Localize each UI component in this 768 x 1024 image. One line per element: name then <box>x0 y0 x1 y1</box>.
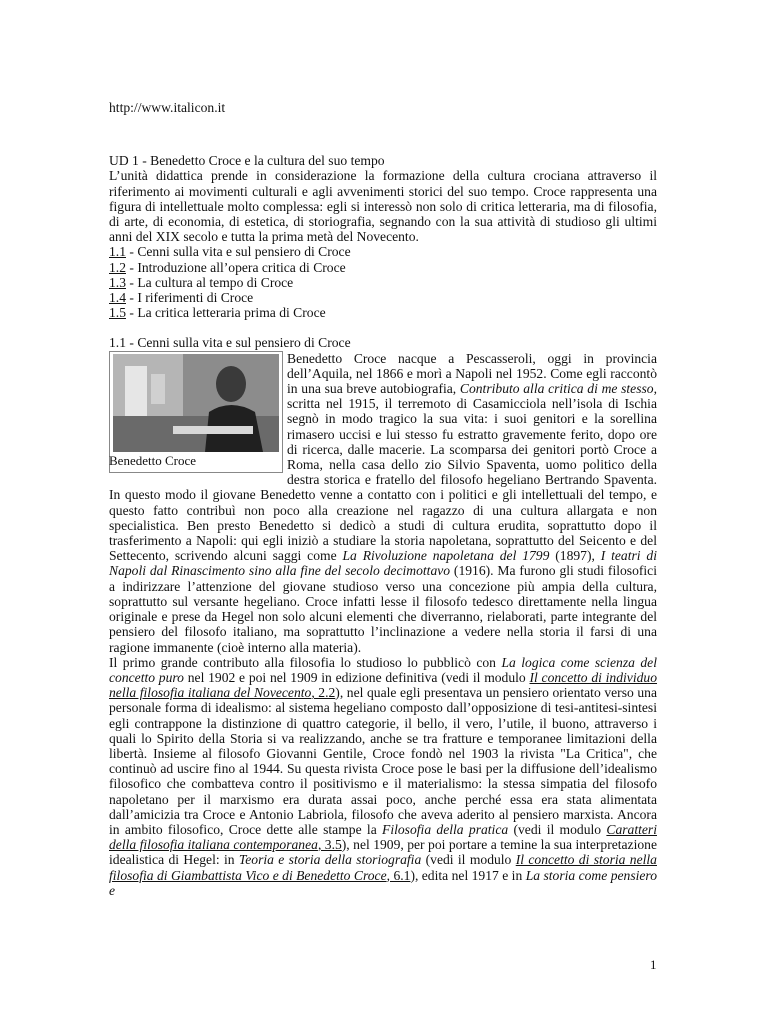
toc-label: - La critica letteraria prima di Croce <box>126 305 326 321</box>
book-title: Teoria e storia della storiografia <box>238 852 422 868</box>
module-link-number[interactable]: , 3.5 <box>317 837 342 853</box>
toc-link[interactable]: 1.2 <box>109 259 126 275</box>
module-link[interactable]: Il concetto di individuo nella filosofia italiana del Novecento <box>109 669 658 701</box>
text-run: (1916). Ma furono gli studi filosofici a indirizzare l’attenzione del giovane studioso verso una concezione più ampia della cultura, soprattutto sul versante hegeliano. Croce infatti lesse il filosofo tedesco direttamente nella lingua originale e prese da Hegel non solo alcuni elementi che diverranno, rielaborati, parte integrante del pensiero del filosofo italiano, ma soprattutto l’inclinazione a vedere nella storia il farsi di una ragione immanente (cioè interno alla materia). <box>109 563 657 655</box>
book-title: I teatri di Napoli dal Rinascimento sino alla fine del secolo decimottavo <box>109 548 657 579</box>
toc-label: - La cultura al tempo di Croce <box>126 274 294 290</box>
book-title: La storia come pensiero e <box>109 867 658 898</box>
text-run: (vedi il modulo <box>508 821 607 837</box>
toc-label: - I riferimenti di Croce <box>126 290 254 306</box>
book-title: Filosofia della pratica <box>382 821 509 837</box>
toc-link[interactable]: 1.5 <box>109 305 126 321</box>
portrait-figure <box>109 351 283 473</box>
toc-link[interactable]: 1.4 <box>109 290 126 306</box>
text-run: ), nel 1909, per poi portare a temine la sua interpretazione idealistica di Hegel: in <box>109 837 657 868</box>
text-run: (1897), <box>549 548 601 564</box>
portrait-caption: Benedetto Croce <box>109 453 196 469</box>
book-title: La Rivoluzione napoletana del 1799 <box>342 548 550 564</box>
document-page <box>109 100 657 898</box>
toc-label: - Cenni sulla vita e sul pensiero di Croce <box>126 244 351 260</box>
unit-title: UD 1 - Benedetto Croce e la cultura del suo tempo <box>109 153 385 169</box>
toc-link[interactable]: 1.1 <box>109 244 126 260</box>
module-link[interactable]: Il concetto di storia nella filosofia di Giambattista Vico e di Benedetto Croce <box>109 852 657 883</box>
module-link[interactable]: Caratteri della filosofia italiana contemporanea <box>109 821 657 853</box>
toc-item[interactable] <box>109 244 657 259</box>
philosophy-paragraph <box>109 655 657 898</box>
toc-item[interactable] <box>109 290 657 305</box>
toc-link[interactable]: 1.3 <box>109 274 126 290</box>
toc-item[interactable] <box>109 260 657 275</box>
toc-label: - Introduzione all’opera critica di Croce <box>126 259 346 275</box>
table-of-contents <box>109 244 657 320</box>
section-heading: 1.1 - Cenni sulla vita e sul pensiero di Croce <box>109 335 351 351</box>
module-link-number[interactable]: , 6.1 <box>386 867 411 883</box>
text-run: ), edita nel 1917 e in <box>410 867 526 883</box>
module-link-number[interactable]: , 2.2 <box>311 685 336 701</box>
page-number: 1 <box>650 957 657 972</box>
toc-item[interactable] <box>109 275 657 290</box>
text-run: nel 1902 e poi nel 1909 in edizione definitiva (vedi il modulo <box>183 669 530 685</box>
text-run: , scritta nel 1915, il terremoto di Casamicciola nell’isola di Ischia segnò in modo tragico la sua vita: i suoi genitori e la sorellina rimasero uccisi e lui stesso fu estratto gravemente ferito, dopo ore di ricerca, dalle macerie. La scomparsa dei genitori portò Croce a Roma, nella casa dello zio Silvio Spaventa, uomo politico della destra storica e fratello del filosofo hegeliano Bertrando Spaventa. In questo modo il giovane Benedetto venne a contatto con i politici e gli intellettuali del tempo, e questo fatto contribuì non poco alla creazione nel ragazzo di una cultura allargata e non specialistica. Ben presto Benedetto si dedicò a studi di cultura erudita, soprattutto dopo il trasferimento a Napoli: qui egli iniziò a studiare la storia napoletana, soprattutto del Seicento e del Settecento, scrivendo alcuni saggi come <box>109 381 658 564</box>
portrait-illustration <box>113 354 279 452</box>
toc-item[interactable] <box>109 305 657 320</box>
text-run: ), nel quale egli presentava un pensiero orientato verso una personale forma di idealismo: al sistema hegeliano composto dall’opposizione di tesi-antitesi-sintesi egli contrappone la distinzione di quattro categorie, il bello, il vero, l’utile, il buono, attraverso i quali lo Spirito della Storia si va realizzando, anche se tra fratture e temporanee limitazioni della libertà. Insieme al filosofo Giovanni Gentile, Croce fondò nel 1903 la rivista "La Critica", che continuò ad uscire fino al 1944. Su questa rivista Croce pose le basi per la diffusione dell’idealismo filosofico che combatteva contro il positivismo e il materialismo: la stessa simpatia del filosofo napoletano per il marxismo era durata assai poco, anche perché essa era stata alimentata dall’amicizia tra Croce e Antonio Labriola, filosofo che aveva aderito al pensiero marxista. Ancora in ambito filosofico, Croce dette alle stampe la <box>109 685 657 837</box>
source-url[interactable]: http://www.italicon.it <box>109 100 226 115</box>
book-title: La logica come scienza del concetto puro <box>109 654 657 685</box>
portrait-photo <box>113 354 279 452</box>
text-run: (vedi il modulo <box>421 852 516 868</box>
intro-paragraph: L’unità didattica prende in considerazione la formazione della cultura crociana attraverso il riferimento ai movimenti culturali e agli avvenimenti storici del suo tempo. Croce rappresenta una figura di intellettuale molto complessa: egli si interessò non solo di critica letteraria, ma di filosofia, di arte, di economia, di estetica, di storiografia, segnando con la sua attività di studioso gli ultimi anni del XIX secolo e tutta la prima metà del Novecento. <box>109 168 657 245</box>
text-run: Il primo grande contributo alla filosofia lo studioso lo pubblicò con <box>109 654 502 670</box>
book-title: Contributo alla critica di me stesso <box>459 381 654 397</box>
text-run: Benedetto Croce nacque a Pescasseroli, oggi in provincia dell’Aquila, nel 1866 e morì a Napoli nel 1952. Come egli raccontò in una sua breve autobiografia, <box>287 350 657 397</box>
